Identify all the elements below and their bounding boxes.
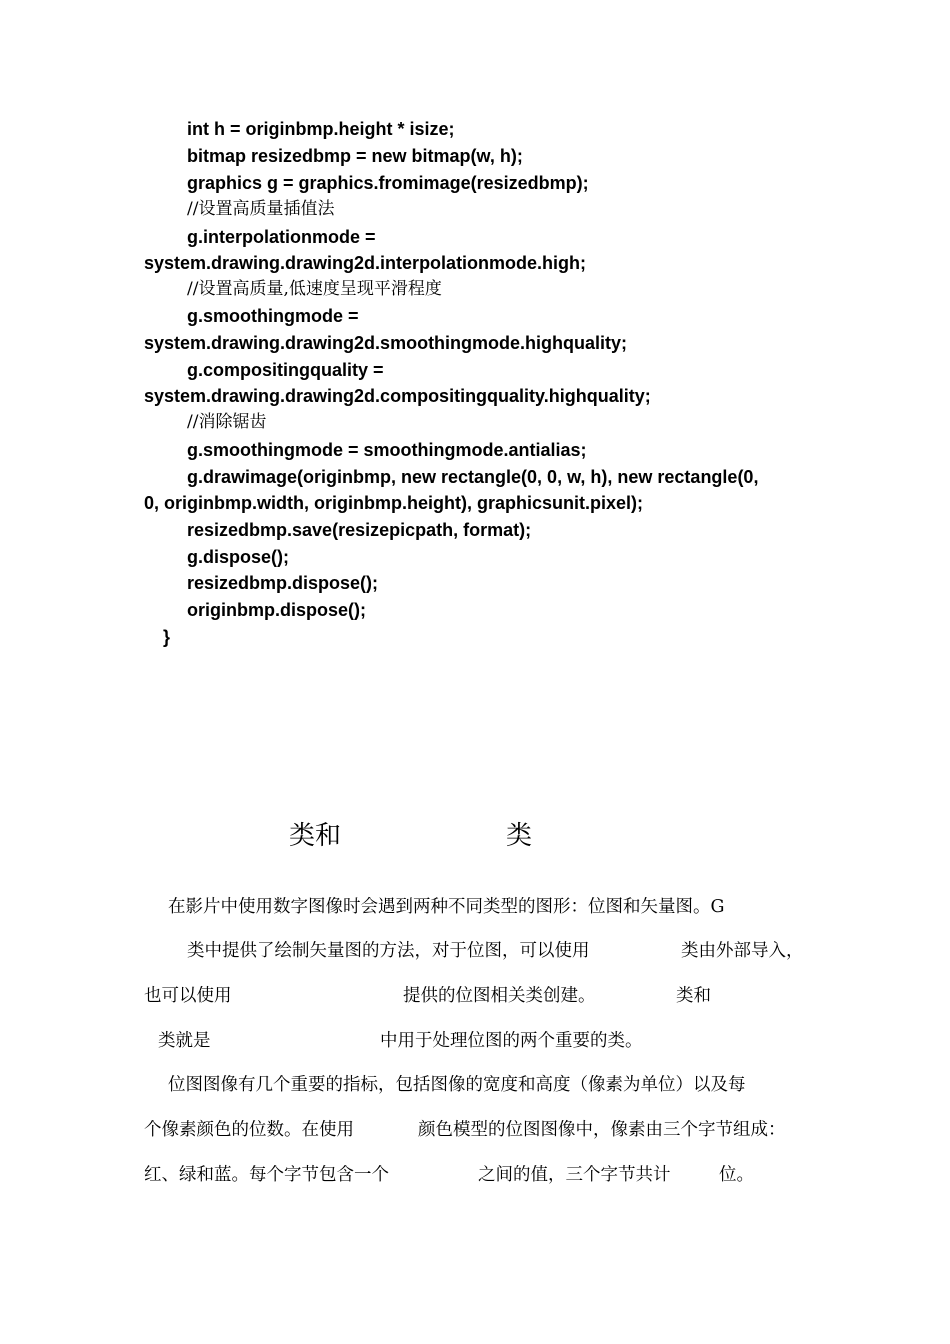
code-line: g.compositingquality = xyxy=(187,360,384,380)
code-line: g.smoothingmode = smoothingmode.antialias; xyxy=(187,440,587,460)
code-line: 0, originbmp.width, originbmp.height), graphicsunit.pixel); xyxy=(144,493,643,513)
section-heading-part2: 类 xyxy=(506,821,533,851)
paragraph-text: 个像素颜色的位数。在使用 xyxy=(144,1120,354,1140)
paragraph-text: 也可以使用 xyxy=(144,986,232,1006)
code-line: g.dispose(); xyxy=(187,547,289,567)
code-line: int h = originbmp.height * isize; xyxy=(187,119,455,139)
paragraph-text: 位图图像有几个重要的指标，包括图像的宽度和高度（像素为单位）以及每 xyxy=(168,1075,746,1095)
code-line: originbmp.dispose(); xyxy=(187,600,366,620)
code-closing-brace: } xyxy=(163,627,171,647)
section-heading-part1: 类和 xyxy=(289,821,342,851)
paragraph-text: 颜色模型的位图图像中，像素由三个字节组成： xyxy=(418,1120,786,1140)
code-line: g.drawimage(originbmp, new rectangle(0, 0, w, h), new rectangle(0, xyxy=(187,467,759,487)
paragraph-text: 中用于处理位图的两个重要的类。 xyxy=(380,1031,643,1051)
paragraph-text: 类由外部导入， xyxy=(681,941,804,961)
code-line: resizedbmp.dispose(); xyxy=(187,573,379,593)
code-comment: //设置高质量插值法 xyxy=(187,199,335,219)
code-line: g.interpolationmode = xyxy=(187,227,376,247)
code-line: graphics g = graphics.fromimage(resizedbmp); xyxy=(187,173,589,193)
paragraph-text: 提供的位图相关类创建。 xyxy=(403,986,596,1006)
paragraph-text: 之间的值，三个字节共计 xyxy=(478,1165,671,1185)
code-comment: //消除锯齿 xyxy=(187,412,267,432)
paragraph-text: 在影片中使用数字图像时会遇到两种不同类型的图形：位图和矢量图。G xyxy=(168,897,725,917)
code-comment: //设置高质量,低速度呈现平滑程度 xyxy=(187,279,442,299)
paragraph-text: 类中提供了绘制矢量图的方法，对于位图，可以使用 xyxy=(187,941,590,961)
paragraph-text: 红、绿和蓝。每个字节包含一个 xyxy=(144,1165,389,1185)
code-line: system.drawing.drawing2d.compositingquality.highquality; xyxy=(144,386,651,406)
code-line: system.drawing.drawing2d.smoothingmode.highquality; xyxy=(144,333,628,353)
code-line: g.smoothingmode = xyxy=(187,306,359,326)
paragraph-text: 类和 xyxy=(676,986,711,1006)
paragraph-text: 位。 xyxy=(719,1165,754,1185)
code-line: bitmap resizedbmp = new bitmap(w, h); xyxy=(187,146,523,166)
code-line: resizedbmp.save(resizepicpath, format); xyxy=(187,520,532,540)
paragraph-text: 类就是 xyxy=(158,1031,211,1051)
code-line: system.drawing.drawing2d.interpolationmode.high; xyxy=(144,253,587,273)
